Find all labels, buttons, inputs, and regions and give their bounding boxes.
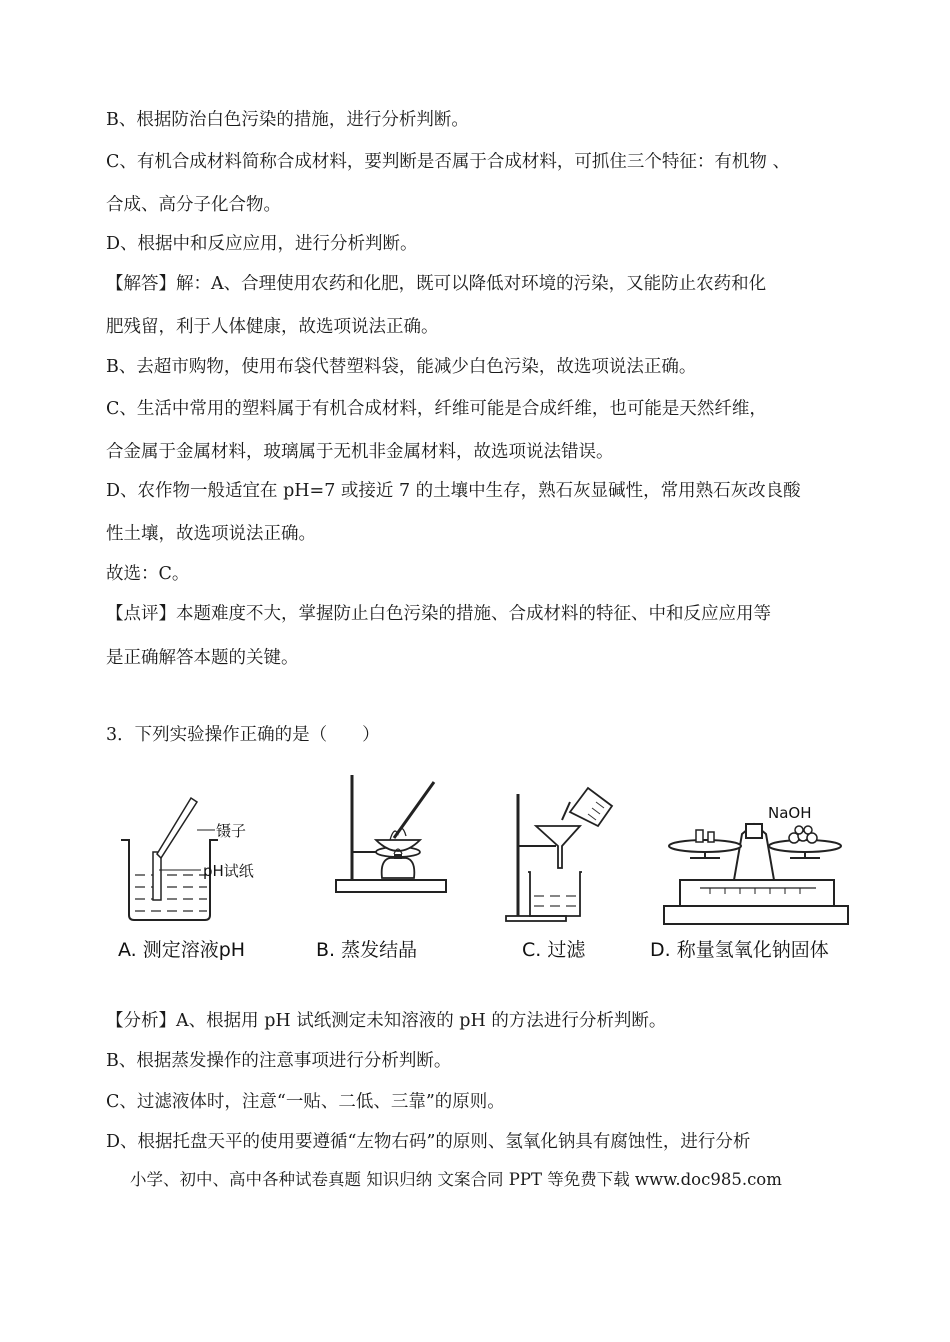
text-line: C、有机合成材料简称合成材料，要判断是否属于合成材料，可抓住三个特征：有机物 、	[106, 152, 790, 172]
figure-b-evaporation	[330, 770, 460, 930]
page-footer: 小学、初中、高中各种试卷真题 知识归纳 文案合同 PPT 等免费下载 www.doc985.com	[130, 1170, 782, 1189]
caption-a: A. 测定溶液pH	[118, 939, 246, 961]
text-line: C、生活中常用的塑料属于有机合成材料，纤维可能是合成纤维，也可能是天然纤维，	[106, 399, 767, 419]
caption-d: D. 称量氢氧化钠固体	[650, 939, 829, 961]
text-line: B、根据防治白色污染的措施，进行分析判断。	[106, 110, 469, 130]
text-line: D、农作物一般适宜在 pH=7 或接近 7 的土壤中生存，熟石灰显碱性，常用熟石灰改良酸	[106, 481, 801, 501]
analysis-line: C、过滤液体时，注意“一贴、二低、三靠”的原则。	[106, 1092, 505, 1112]
analysis-line: D、根据托盘天平的使用要遵循“左物右码”的原则、氢氧化钠具有腐蚀性，进行分析	[106, 1132, 751, 1152]
text-line: D、根据中和反应应用，进行分析判断。	[106, 234, 418, 254]
text-line: 合金属于金属材料，玻璃属于无机非金属材料，故选项说法错误。	[106, 442, 614, 462]
caption-b: B. 蒸发结晶	[316, 939, 418, 961]
label-ph-paper: pH试纸	[203, 862, 254, 880]
text-line: 是正确解答本题的关键。	[106, 648, 299, 668]
text-line: 故选：C。	[106, 564, 190, 584]
figure-d-balance	[660, 770, 850, 930]
text-line: 【解答】解：A、合理使用农药和化肥，既可以降低对环境的污染，又能防止农药和化	[106, 274, 767, 294]
text-line: B、去超市购物，使用布袋代替塑料袋，能减少白色污染，故选项说法正确。	[106, 357, 697, 377]
text-line: 性土壤，故选项说法正确。	[106, 524, 316, 544]
analysis-line: B、根据蒸发操作的注意事项进行分析判断。	[106, 1051, 452, 1071]
analysis-line: 【分析】A、根据用 pH 试纸测定未知溶液的 pH 的方法进行分析判断。	[106, 1011, 667, 1031]
label-naoh: NaOH	[768, 804, 812, 822]
text-line: 【点评】本题难度不大，掌握防止白色污染的措施、合成材料的特征、中和反应应用等	[106, 604, 771, 624]
figure-a-ph-test	[115, 770, 275, 930]
text-line: 肥残留，利于人体健康，故选项说法正确。	[106, 317, 439, 337]
text-line: 合成、高分子化合物。	[106, 195, 281, 215]
figure-c-filtration	[500, 770, 630, 930]
label-tweezers: 镊子	[216, 822, 247, 840]
question-title: 3．下列实验操作正确的是（ ）	[106, 725, 380, 745]
caption-c: C. 过滤	[522, 939, 586, 961]
